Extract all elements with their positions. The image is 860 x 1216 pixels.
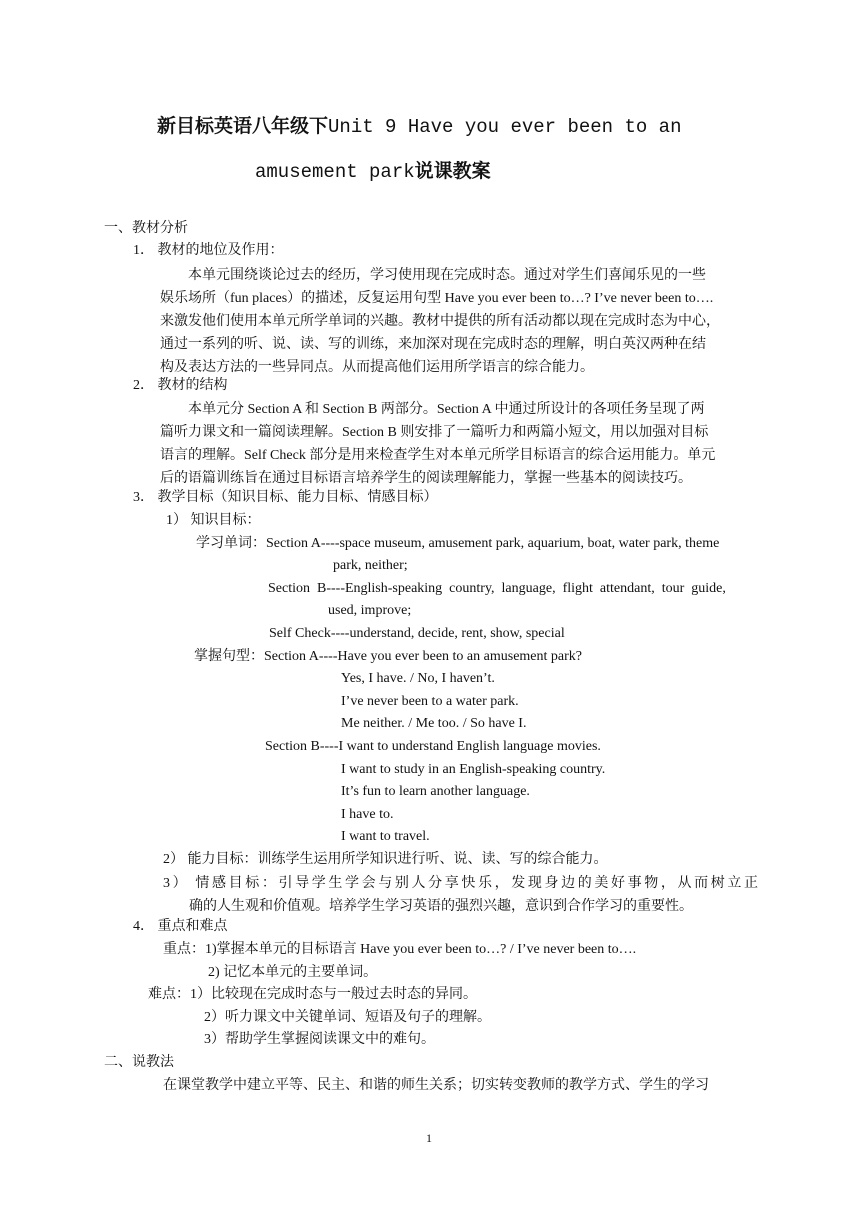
title-en-part: amusement park [255, 161, 415, 183]
vocab-line: used, improve; [328, 603, 412, 618]
sentence-line: I want to study in an English-speaking country. [341, 762, 606, 777]
subsection-heading: 1． 教材的地位及作用： [133, 243, 284, 258]
title-cn-part: 说课教案 [414, 161, 491, 182]
paragraph-line: 语言的理解。Self Check 部分是用来检查学生对本单元所学目标语言的综合运用能力。单元 [160, 448, 716, 463]
sentence-line: Me neither. / Me too. / So have I. [341, 716, 527, 731]
sub-item-heading: 1） 知识目标： [166, 513, 261, 528]
sentence-section-a: Section A----Have you ever been to an amusement park? [264, 649, 582, 664]
paragraph-line: 来激发他们使用本单元所学单词的兴趣。教材中提供的所有活动都以现在完成时态为中心， [160, 314, 720, 329]
key-point-line: 重点：1)掌握本单元的目标语言 Have you ever been to…? / I’ve never been to…. [163, 942, 637, 957]
sentence-label: 掌握句型： [194, 649, 264, 664]
emotion-goal [163, 872, 758, 918]
paragraph-line: 3） 情感目标：引导学生学会与别人分享快乐，发现身边的美好事物，从而树立正 [163, 876, 758, 891]
paragraph-line: 本单元围绕谈论过去的经历，学习使用现在完成时态。通过对学生们喜闻乐见的一些 [188, 268, 706, 283]
vocab-line: Self Check----understand, decide, rent, show, special [269, 626, 565, 641]
sentence-line: Yes, I have. / No, I haven’t. [341, 671, 495, 686]
ability-goal: 2） 能力目标：训练学生运用所学知识进行听、说、读、写的综合能力。 [163, 852, 608, 867]
vocab-line: Section B----English-speaking country, language, flight attendant, tour guide, [268, 581, 726, 596]
paragraph-structure [160, 398, 758, 490]
sentence-line: I’ve never been to a water park. [341, 694, 519, 709]
title-en-part: Unit 9 Have you ever been to an [328, 116, 682, 138]
paragraph-line: 娱乐场所（fun places）的描述，反复运用句型 Have you ever been to…? I’ve never been to…. [160, 291, 714, 306]
difficulty-line: 3）帮助学生掌握阅读课文中的难句。 [204, 1032, 435, 1047]
sentence-line: It’s fun to learn another language. [341, 784, 530, 799]
paragraph-line: 在课堂教学中建立平等、民主、和谐的师生关系；切实转变教师的教学方式、学生的学习 [163, 1078, 709, 1093]
document-title-line-2 [255, 159, 491, 185]
paragraph-line: 篇听力课文和一篇阅读理解。Section B 则安排了一篇听力和两篇小短文，用以加强对目标 [160, 425, 709, 440]
sentence-line [194, 647, 582, 667]
paragraph-line: 本单元分 Section A 和 Section B 两部分。Section A 中通过所设计的各项任务呈现了两 [188, 402, 705, 417]
paragraph-line: 构及表达方法的一些异同点。从而提高他们运用所学语言的综合能力。 [160, 360, 594, 375]
key-point-line: 2) 记忆本单元的主要单词。 [208, 965, 378, 980]
document-title-line-1 [157, 114, 681, 140]
section-heading: 一、教材分析 [104, 221, 188, 236]
vocab-section-a: Section A----space museum, amusement park, aquarium, boat, water park, theme [266, 536, 720, 551]
vocab-label: 学习单词： [196, 536, 266, 551]
vocab-line: park, neither; [333, 558, 408, 573]
paragraph-line: 后的语篇训练旨在通过目标语言培养学生的阅读理解能力，掌握一些基本的阅读技巧。 [160, 471, 692, 486]
sentence-line: Section B----I want to understand English language movies. [265, 739, 601, 754]
paragraph-line: 通过一系列的听、说、读、写的训练，来加深对现在完成时态的理解，明白英汉两种在结 [160, 337, 706, 352]
difficulty-line: 2）听力课文中关键单词、短语及句子的理解。 [204, 1010, 491, 1025]
paragraph-line: 确的人生观和价值观。培养学生学习英语的强烈兴趣，意识到合作学习的重要性。 [189, 899, 693, 914]
sentence-line: I want to travel. [341, 829, 430, 844]
subsection-heading: 4． 重点和难点 [133, 919, 228, 934]
sentence-line: I have to. [341, 807, 394, 822]
vocab-line [196, 534, 719, 554]
page-number: 1 [426, 1131, 432, 1145]
title-cn-part: 新目标英语八年级下 [157, 116, 329, 137]
difficulty-line: 难点：1）比较现在完成时态与一般过去时态的异同。 [148, 987, 477, 1002]
subsection-heading: 3． 教学目标（知识目标、能力目标、情感目标） [133, 490, 438, 505]
section-heading: 二、说教法 [104, 1055, 174, 1070]
paragraph-position-role [160, 264, 758, 379]
subsection-heading: 2． 教材的结构 [133, 378, 228, 393]
